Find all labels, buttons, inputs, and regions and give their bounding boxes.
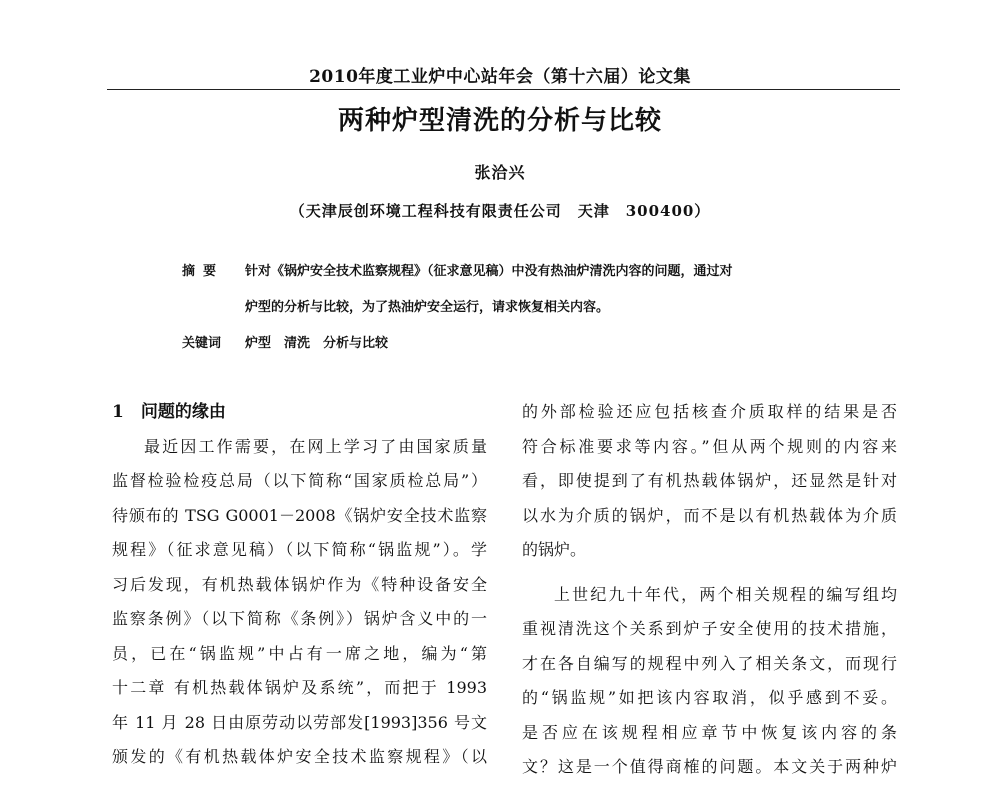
body-line: 规程》（征求意见稿）（以下简称“锅监规”）。学 [112,540,487,559]
running-header: 2010年度工业炉中心站年会（第十六届）论文集 [309,67,691,87]
body-line: 重视清洗这个关系到炉子安全使用的技术措施， [522,619,897,638]
abstract-text-line: 炉型的分析与比较，为了热油炉安全运行，请求恢复相关内容。 [245,300,610,315]
left-column [112,395,487,775]
body-line: 以水为介质的锅炉，而不是以有机热载体为介质 [522,505,897,525]
body-line: 符合标准要求等内容。”但从两个规则的内容来 [522,436,897,456]
body-line: 员，已在“锅监规”中占有一席之地，编为“第 [112,643,487,663]
paper-title: 两种炉型清洗的分析与比较 [337,106,662,136]
abstract-text-line: 针对《锅炉安全技术监察规程》（征求意见稿）中没有热油炉清洗内容的问题，通过对 [245,264,733,279]
body-line: 待颁布的 TSG G0001－2008《锅炉安全技术监察 [112,505,487,525]
body-line: 年 11 月 28 日由原劳动以劳部发[1993]356 号文 [112,712,487,732]
author-name: 张洽兴 [474,163,526,182]
body-line: 是否应在该规程相应章节中恢复该内容的条 [522,722,897,742]
right-column [522,395,897,785]
body-line: 监察条例》（以下简称《条例》）锅炉含义中的一 [112,609,487,628]
body-line: 颁发的《有机热载体炉安全技术监察规程》（以 [112,747,487,766]
body-line: 才在各自编写的规程中列入了相关条文，而现行 [522,653,897,673]
section-heading: 1 问题的缘由 [112,402,226,422]
body-line: 上世纪九十年代，两个相关规程的编写组均 [554,584,897,604]
header-rule [107,89,900,90]
body-line: 的“锅监规”如把该内容取消，似乎感到不妥。 [522,688,897,707]
body-line: 的外部检验还应包括核查介质取样的结果是否 [522,402,897,421]
body-line: 监督检验检疫总局（以下简称“国家质检总局”） [112,471,487,490]
abstract-label: 摘要 [182,264,225,279]
author-affiliation: （天津辰创环境工程科技有限责任公司 天津 300400） [289,202,711,220]
body-line: 十二章 有机热载体锅炉及系统”，而把于 1993 [112,678,487,697]
body-line: 习后发现，有机热载体锅炉作为《特种设备安全 [112,574,487,594]
paragraph-gap [522,568,897,578]
body-line: 文？这是一个值得商榷的问题。本文关于两种炉 [522,757,897,776]
keywords-text: 炉型 清洗 分析与比较 [245,336,389,351]
keywords-label: 关键词 [182,336,222,351]
body-line: 的锅炉。 [522,540,587,559]
body-line: 最近因工作需要，在网上学习了由国家质量 [144,436,487,456]
body-line: 看，即使提到了有机热载体锅炉，还显然是针对 [522,471,897,490]
